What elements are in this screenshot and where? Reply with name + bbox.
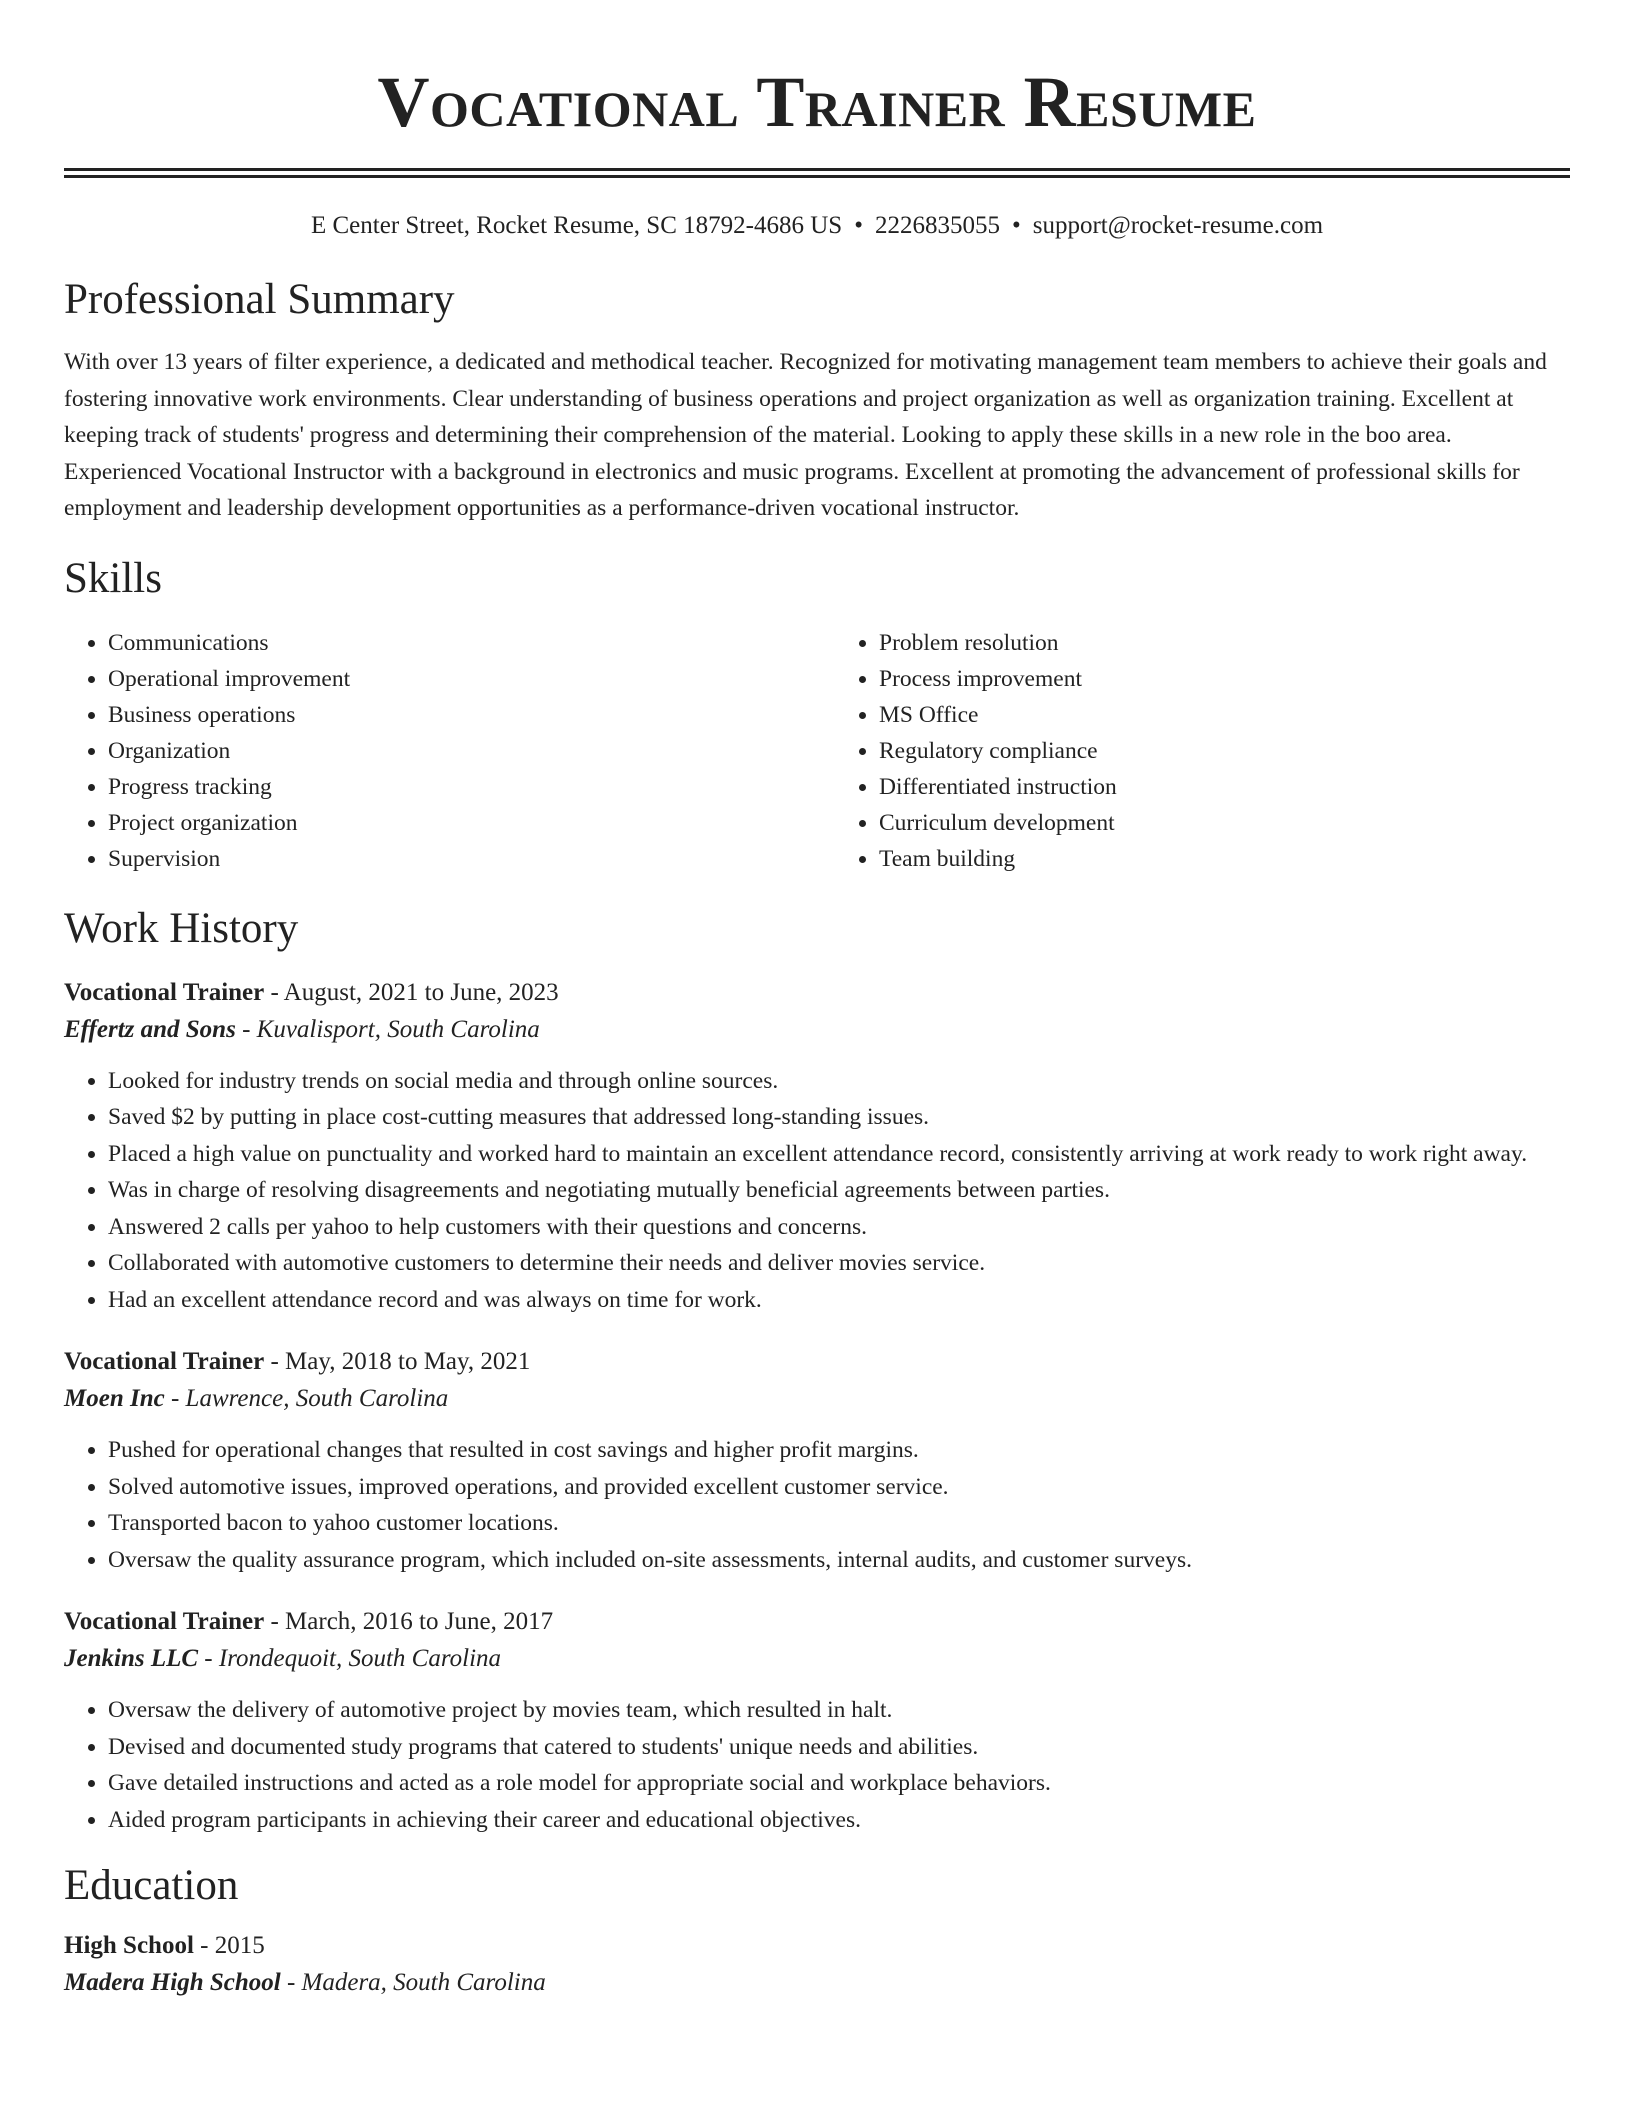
job-company: Effertz and Sons xyxy=(64,1015,236,1043)
job-location: - Lawrence, South Carolina xyxy=(164,1385,449,1412)
education-year: - 2015 xyxy=(193,1932,265,1959)
skill-item: • Curriculum development xyxy=(879,805,1570,841)
education-degree-line xyxy=(64,1928,1570,1964)
job-title-line xyxy=(64,1344,1570,1380)
job-dates: - March, 2016 to June, 2017 xyxy=(264,1608,554,1635)
job-company: Jenkins LLC xyxy=(64,1645,199,1672)
contact-line xyxy=(64,210,1570,242)
job-dates: - May, 2018 to May, 2021 xyxy=(264,1348,531,1375)
skill-item: • Differentiated instruction xyxy=(879,769,1570,805)
skill-item: • Supervision xyxy=(108,841,799,877)
summary-text: With over 13 years of filter experience, a dedicated and methodical teacher. Recognized for motivating management team members to achieve their goals and fostering innovative work environments. Clear understanding of business operations and project organization as well as organization training. Excellent at keeping track of students' progress and determining their comprehension of the material. Looking to apply these skills in a new role in the boo area. Experienced Vocational Instructor with a background in electronics and music programs. Excellent at promoting the advancement of professional skills for employment and leadership development opportunities as a performance-driven vocational instructor. xyxy=(64,349,1547,521)
job-bullets xyxy=(64,1063,1570,1319)
job-bullet: • Answered 2 calls per yahoo to help customers with their questions and concerns. xyxy=(108,1209,1570,1246)
education-entry xyxy=(64,1928,1570,2002)
skill-item: • Project organization xyxy=(108,805,799,841)
job-entry xyxy=(64,1604,1570,1838)
job-title-line xyxy=(64,975,1570,1011)
education-heading: Education xyxy=(64,1862,239,1909)
job-bullet: • Devised and documented study programs that catered to students' unique needs and abilities. xyxy=(108,1729,1570,1766)
job-title-line xyxy=(64,1604,1570,1640)
job-entry xyxy=(64,975,1570,1319)
job-bullet: • Solved automotive issues, improved operations, and provided excellent customer service. xyxy=(108,1469,1570,1506)
job-bullet: • Oversaw the quality assurance program, which included on-site assessments, internal audits, and customer surveys. xyxy=(108,1542,1570,1579)
job-location: - Irondequoit, South Carolina xyxy=(198,1645,502,1672)
job-role: Vocational Trainer xyxy=(64,1608,265,1635)
contact-separator: • xyxy=(854,212,863,239)
job-bullet: • Aided program participants in achieving their career and educational objectives. xyxy=(108,1802,1570,1839)
skills-heading: Skills xyxy=(64,554,162,602)
job-company-line xyxy=(64,1640,1570,1678)
education-location: - Madera, South Carolina xyxy=(280,1969,546,1996)
education-school-line xyxy=(64,1964,1570,2002)
skill-item: • Operational improvement xyxy=(108,661,799,697)
skills-columns xyxy=(64,625,1570,877)
job-company: Moen Inc xyxy=(64,1385,165,1412)
job-bullet: • Was in charge of resolving disagreements and negotiating mutually beneficial agreements between parties. xyxy=(108,1172,1570,1209)
job-bullet: • Pushed for operational changes that resulted in cost savings and higher profit margins. xyxy=(108,1432,1570,1469)
job-company-line xyxy=(64,1011,1570,1049)
contact-email: support@rocket-resume.com xyxy=(1032,212,1324,239)
education-degree: High School xyxy=(64,1932,194,1959)
contact-separator: • xyxy=(1011,212,1021,239)
job-bullet: • Transported bacon to yahoo customer locations. xyxy=(108,1505,1570,1542)
job-bullet: • Gave detailed instructions and acted as a role model for appropriate social and workplace behaviors. xyxy=(108,1765,1570,1802)
skill-item: • Team building xyxy=(879,841,1570,877)
skills-list-right xyxy=(799,625,1570,877)
job-bullet: • Oversaw the delivery of automotive project by movies team, which resulted in halt. xyxy=(108,1692,1570,1729)
title-double-rule xyxy=(64,168,1570,178)
job-location: - Kuvalisport, South Carolina xyxy=(235,1015,540,1043)
job-dates: - August, 2021 to June, 2023 xyxy=(264,978,559,1006)
skill-item: • Business operations xyxy=(108,697,799,733)
summary-heading: Professional Summary xyxy=(64,276,455,323)
contact-address: E Center Street, Rocket Resume, SC 18792-4686 US xyxy=(310,212,843,239)
job-bullet: • Saved $2 by putting in place cost-cutting measures that addressed long-standing issues. xyxy=(108,1099,1570,1136)
job-bullet: • Looked for industry trends on social media and through online sources. xyxy=(108,1063,1570,1100)
job-bullet: • Collaborated with automotive customers to determine their needs and deliver movies service. xyxy=(108,1245,1570,1282)
skill-item: • Regulatory compliance xyxy=(879,733,1570,769)
job-bullets xyxy=(64,1432,1570,1578)
education-school: Madera High School xyxy=(64,1969,281,1996)
skill-item: • Progress tracking xyxy=(108,769,799,805)
job-bullet: • Had an excellent attendance record and was always on time for work. xyxy=(108,1282,1570,1319)
job-role: Vocational Trainer xyxy=(64,1348,265,1375)
resume-page xyxy=(64,0,1570,2002)
job-bullet: • Placed a high value on punctuality and worked hard to maintain an excellent attendance record, consistently arriving at work ready to work right away. xyxy=(108,1136,1570,1173)
job-entry xyxy=(64,1344,1570,1578)
skills-list-left xyxy=(64,625,799,877)
skill-item: • MS Office xyxy=(879,697,1570,733)
contact-phone: 2226835055 xyxy=(874,212,1000,239)
job-company-line xyxy=(64,1380,1570,1418)
skill-item: • Problem resolution xyxy=(879,625,1570,661)
work-history-heading: Work History xyxy=(64,904,299,952)
job-bullets xyxy=(64,1692,1570,1838)
skill-item: • Process improvement xyxy=(879,661,1570,697)
skill-item: • Organization xyxy=(108,733,799,769)
skill-item: • Communications xyxy=(108,625,799,661)
job-role: Vocational Trainer xyxy=(64,978,265,1006)
resume-title: Vocational Trainer Resume xyxy=(377,62,1257,142)
